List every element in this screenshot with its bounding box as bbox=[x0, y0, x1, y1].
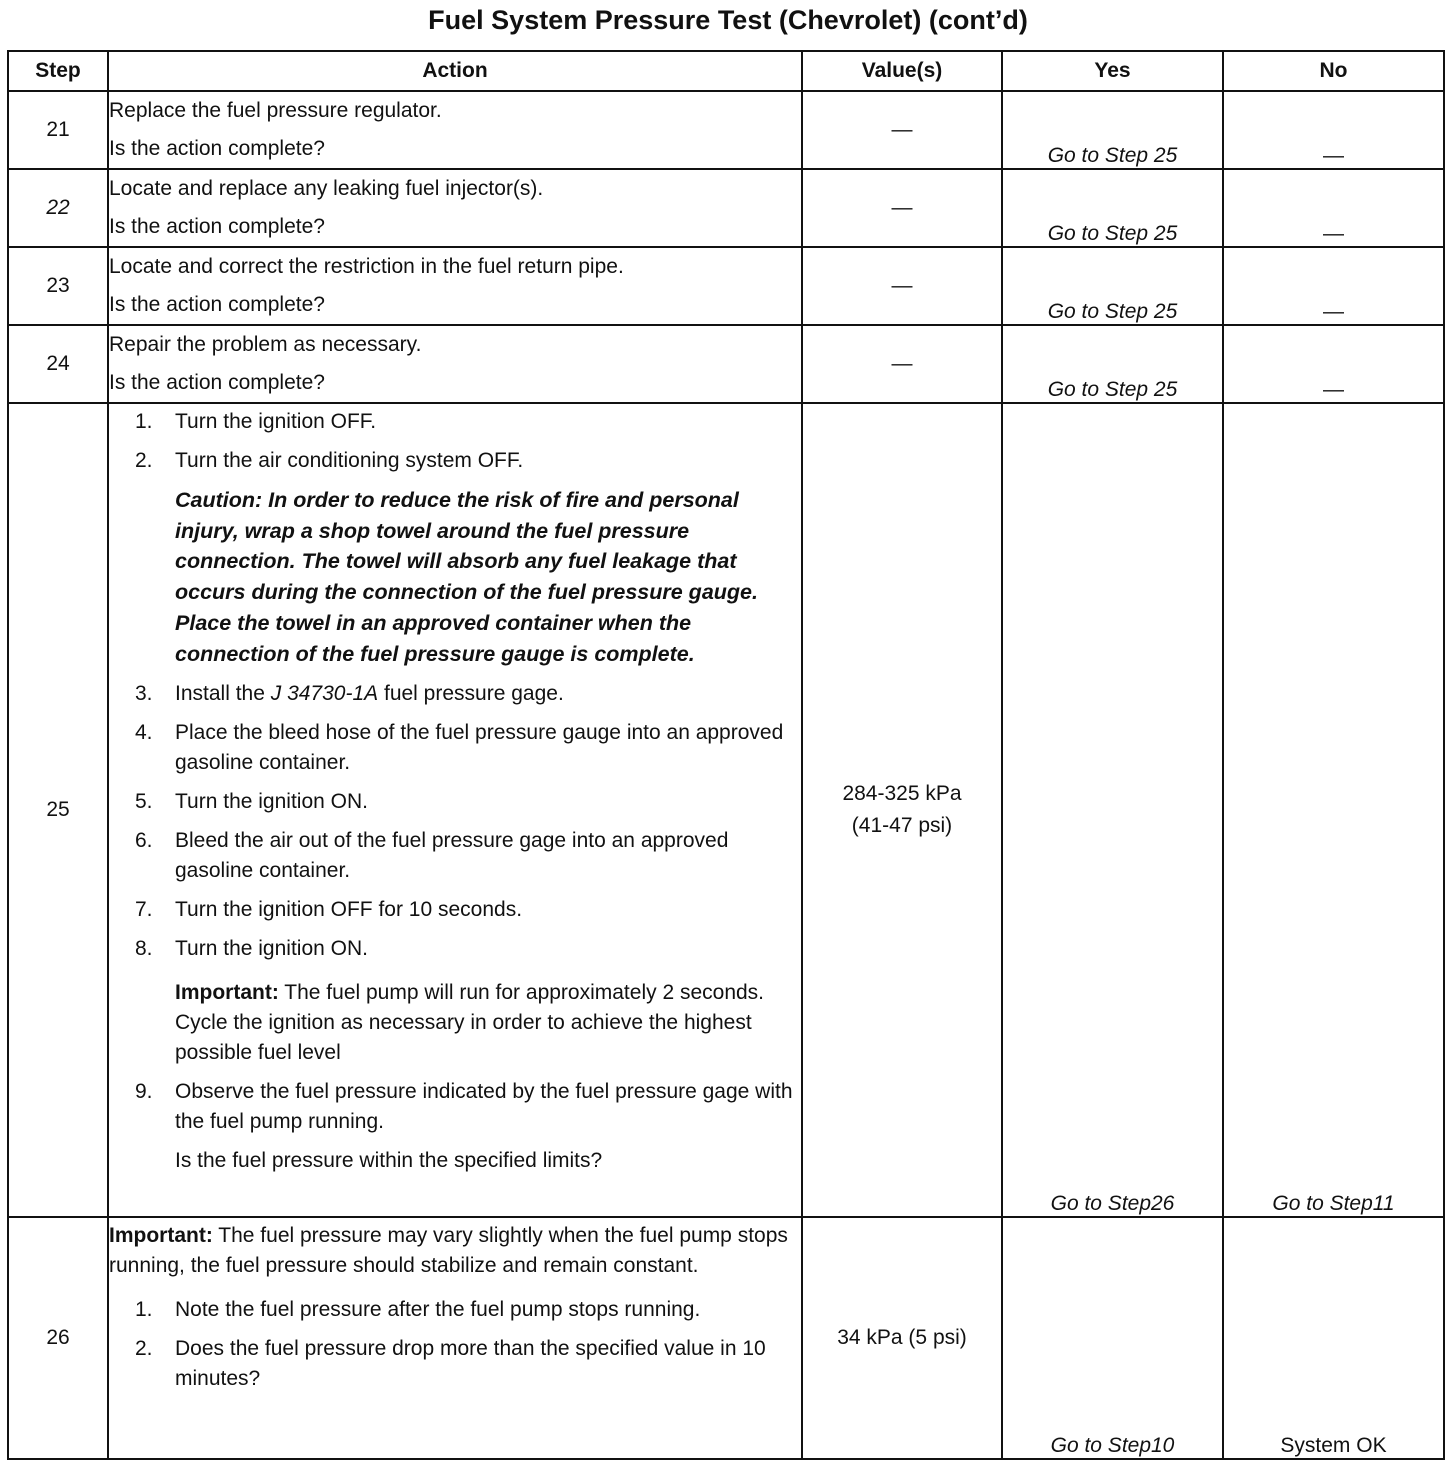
action-text: Repair the problem as necessary. bbox=[109, 333, 422, 356]
procedure-list bbox=[109, 1077, 801, 1137]
action-cell bbox=[108, 169, 802, 247]
value-dash: — bbox=[891, 196, 913, 219]
procedure-list bbox=[109, 679, 801, 964]
value-cell bbox=[802, 91, 1002, 169]
value-dash: — bbox=[891, 352, 913, 375]
action-question: Is the fuel pressure within the specified limits? bbox=[175, 1149, 603, 1173]
no-cell: System OK bbox=[1223, 1217, 1444, 1459]
step-number: 26 bbox=[8, 1217, 108, 1459]
list-item: 9. Observe the fuel pressure indicated by the fuel pressure gage with the fuel pump running. bbox=[135, 1080, 793, 1134]
table-row-step-23 bbox=[8, 247, 1444, 325]
table-row-step-26 bbox=[8, 1217, 1444, 1459]
yes-cell: Go to Step 25 bbox=[1002, 247, 1223, 325]
value-cell bbox=[802, 403, 1002, 1217]
table-row-step-24 bbox=[8, 325, 1444, 403]
table-row-step-22 bbox=[8, 169, 1444, 247]
action-cell bbox=[108, 325, 802, 403]
no-cell: — bbox=[1223, 169, 1444, 247]
tool-number: J 34730-1A bbox=[270, 682, 379, 706]
header-action: Action bbox=[108, 51, 802, 91]
list-item: 8. Turn the ignition ON. bbox=[135, 937, 368, 961]
table-row-step-25 bbox=[8, 403, 1444, 1217]
list-item: 2. Turn the air conditioning system OFF. bbox=[135, 449, 524, 472]
value-cell bbox=[802, 169, 1002, 247]
step-number: 25 bbox=[8, 403, 108, 1217]
diagnostic-table bbox=[7, 50, 1445, 1460]
action-cell bbox=[108, 91, 802, 169]
important-note: Important: The fuel pressure may vary slightly when the fuel pump stops running, the fuel pressure should stabilize and remain constant. bbox=[109, 1224, 788, 1277]
yes-cell: Go to Step 25 bbox=[1002, 169, 1223, 247]
no-cell: — bbox=[1223, 247, 1444, 325]
action-question: Is the action complete? bbox=[109, 215, 325, 238]
value-cell bbox=[802, 247, 1002, 325]
value-imperial: (41-47 psi) bbox=[851, 814, 953, 837]
list-item: 5. Turn the ignition ON. bbox=[135, 790, 368, 814]
list-item: 3. Install the J 34730-1A fuel pressure gage. bbox=[135, 682, 564, 706]
no-cell: Go to Step11 bbox=[1223, 403, 1444, 1217]
caution-note: Caution: In order to reduce the risk of fire and personal injury, wrap a shop towel around the fuel pressure connection. The towel will absorb any fuel leakage that occurs during the connection of the fuel pressure gauge. Place the towel in an approved container when the connection of the fuel pressure gauge is complete. bbox=[175, 488, 758, 666]
action-question: Is the action complete? bbox=[109, 137, 325, 160]
action-cell bbox=[108, 247, 802, 325]
yes-cell: Go to Step 25 bbox=[1002, 325, 1223, 403]
action-question: Is the action complete? bbox=[109, 293, 325, 316]
yes-cell: Go to Step10 bbox=[1002, 1217, 1223, 1459]
important-note: Important: The fuel pump will run for approximately 2 seconds. Cycle the ignition as necessary in order to achieve the highest possible fuel level bbox=[175, 981, 765, 1065]
list-item: 4. Place the bleed hose of the fuel pressure gauge into an approved gasoline container. bbox=[135, 721, 784, 775]
value-metric: 284-325 kPa bbox=[842, 782, 962, 805]
yes-cell: Go to Step 25 bbox=[1002, 91, 1223, 169]
list-item: 2. Does the fuel pressure drop more than the specified value in 10 minutes? bbox=[135, 1337, 766, 1390]
no-cell: — bbox=[1223, 91, 1444, 169]
step-number: 24 bbox=[8, 325, 108, 403]
list-item: 7. Turn the ignition OFF for 10 seconds. bbox=[135, 898, 523, 922]
procedure-list bbox=[109, 407, 801, 476]
yes-cell: Go to Step26 bbox=[1002, 403, 1223, 1217]
header-yes: Yes bbox=[1002, 51, 1223, 91]
procedure-list bbox=[109, 1295, 801, 1394]
action-text: Locate and replace any leaking fuel injector(s). bbox=[109, 177, 544, 200]
step-number: 22 bbox=[8, 169, 108, 247]
value-cell bbox=[802, 325, 1002, 403]
value-dash: — bbox=[891, 118, 913, 141]
header-step: Step bbox=[8, 51, 108, 91]
action-cell bbox=[108, 1217, 802, 1459]
step-number: 21 bbox=[8, 91, 108, 169]
action-text: Locate and correct the restriction in the fuel return pipe. bbox=[109, 255, 624, 278]
table-row-step-21 bbox=[8, 91, 1444, 169]
value-cell: 34 kPa (5 psi) bbox=[802, 1217, 1002, 1459]
list-item: 1. Note the fuel pressure after the fuel pump stops running. bbox=[135, 1298, 701, 1321]
action-text: Replace the fuel pressure regulator. bbox=[109, 99, 442, 122]
header-no: No bbox=[1223, 51, 1444, 91]
value-dash: — bbox=[891, 274, 913, 297]
action-cell bbox=[108, 403, 802, 1217]
header-row bbox=[8, 51, 1444, 91]
header-values: Value(s) bbox=[802, 51, 1002, 91]
action-question: Is the action complete? bbox=[109, 371, 325, 394]
list-item: 1. Turn the ignition OFF. bbox=[135, 410, 377, 433]
list-item: 6. Bleed the air out of the fuel pressure gage into an approved gasoline container. bbox=[135, 829, 729, 883]
page-title: Fuel System Pressure Test (Chevrolet) (cont’d) bbox=[428, 5, 1028, 35]
step-number: 23 bbox=[8, 247, 108, 325]
no-cell: — bbox=[1223, 325, 1444, 403]
